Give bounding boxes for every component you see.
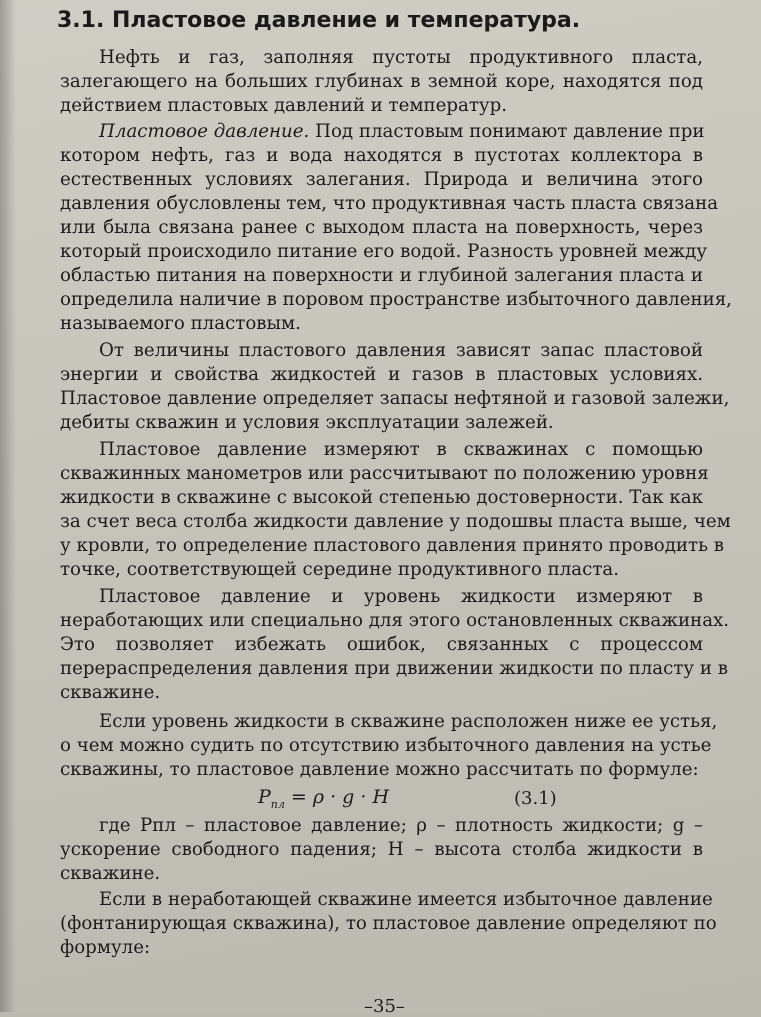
text-line: о чем можно судить по отсутствию избыточного давления на устье <box>60 735 712 756</box>
italic-term: Пластовое давление. <box>99 121 310 142</box>
formula-lhs: P <box>258 786 271 808</box>
formula-subscript: пл <box>270 797 285 811</box>
text-line: который происходило питание его водой. Разность уровней между <box>60 241 708 262</box>
text-line: точке, соответствующей середине продуктивного пласта. <box>60 559 620 580</box>
text-line: определила наличие в поровом пространстве избыточного давления, <box>60 289 732 310</box>
text-line: Если в неработающей скважине имеется избыточное давление <box>99 889 713 910</box>
text-line: ускорение свободного падения; H – высота столба жидкости в <box>60 839 703 860</box>
text-line: называемого пластовым. <box>60 313 301 334</box>
formula-rhs: = ρ · g · H <box>284 786 390 808</box>
text-line: скважины, то пластовое давление можно рассчитать по формуле: <box>60 759 699 780</box>
text-line: Нефть и газ, заполняя пустоты продуктивного пласта, <box>99 47 703 68</box>
text-line: Это позволяет избежать ошибок, связанных с процессом <box>60 634 703 655</box>
text-line: областью питания на поверхности и глубиной залегания пласта и <box>60 265 703 286</box>
text-line: формуле: <box>60 937 151 958</box>
text-line: перераспределения давления при движении жидкости по пласту и в <box>60 658 728 679</box>
text-line: естественных условиях залегания. Природа и величина этого <box>60 169 703 190</box>
text-line: за счет веса столба жидкости давление у подошвы пласта выше, чем <box>60 511 731 532</box>
text-line: Пластовое давление и уровень жидкости измеряют в <box>99 586 703 607</box>
formula <box>258 786 389 811</box>
text-line: Пластовое давление определяет запасы нефтяной и газовой залежи, <box>60 388 730 409</box>
text-line: действием пластовых давлений и температур. <box>60 95 508 116</box>
text-line: Пластовое давление измеряют в скважинах с помощью <box>99 439 703 460</box>
text-line: энергии и свойства жидкостей и газов в пластовых условиях. <box>60 364 703 385</box>
text-line: От величины пластового давления зависят запас пластовой <box>99 340 703 361</box>
text-line: дебиты скважин и условия эксплуатации залежей. <box>60 412 554 433</box>
text-line: скважинных манометров или рассчитывают по положению уровня <box>60 463 709 484</box>
text-line: где Pпл – пластовое давление; ρ – плотность жидкости; g – <box>99 815 703 836</box>
text-line: котором нефть, газ и вода находятся в пустотах коллектора в <box>60 145 703 166</box>
page-edge-shadow <box>0 0 16 1012</box>
text-line: или была связана ранее с выходом пласта на поверхность, через <box>60 217 703 238</box>
text-line: скважине. <box>60 682 161 703</box>
text-span: Под пластовым понимают давление при <box>309 121 705 142</box>
section-heading: 3.1. Пластовое давление и температура. <box>57 8 581 33</box>
text-line: Если уровень жидкости в скважине расположен ниже ее устья, <box>99 711 718 732</box>
text-line: скважине. <box>60 863 161 884</box>
text-line: неработающих или специально для этого остановленных скважинах. <box>60 610 730 631</box>
text-line: (фонтанирующая скважина), то пластовое давление определяют по <box>60 913 717 934</box>
text-line: залегающего на больших глубинах в земной коре, находятся под <box>60 71 703 92</box>
page-number: –35– <box>364 996 405 1017</box>
text-line: жидкости в скважине с высокой степенью достоверности. Так как <box>60 487 703 508</box>
text-line <box>99 121 703 143</box>
formula-number: (3.1) <box>514 788 557 809</box>
text-line: у кровли, то определение пластового давления принято проводить в <box>60 535 725 556</box>
text-line: давления обусловлены тем, что продуктивная часть пласта связана <box>60 193 719 214</box>
